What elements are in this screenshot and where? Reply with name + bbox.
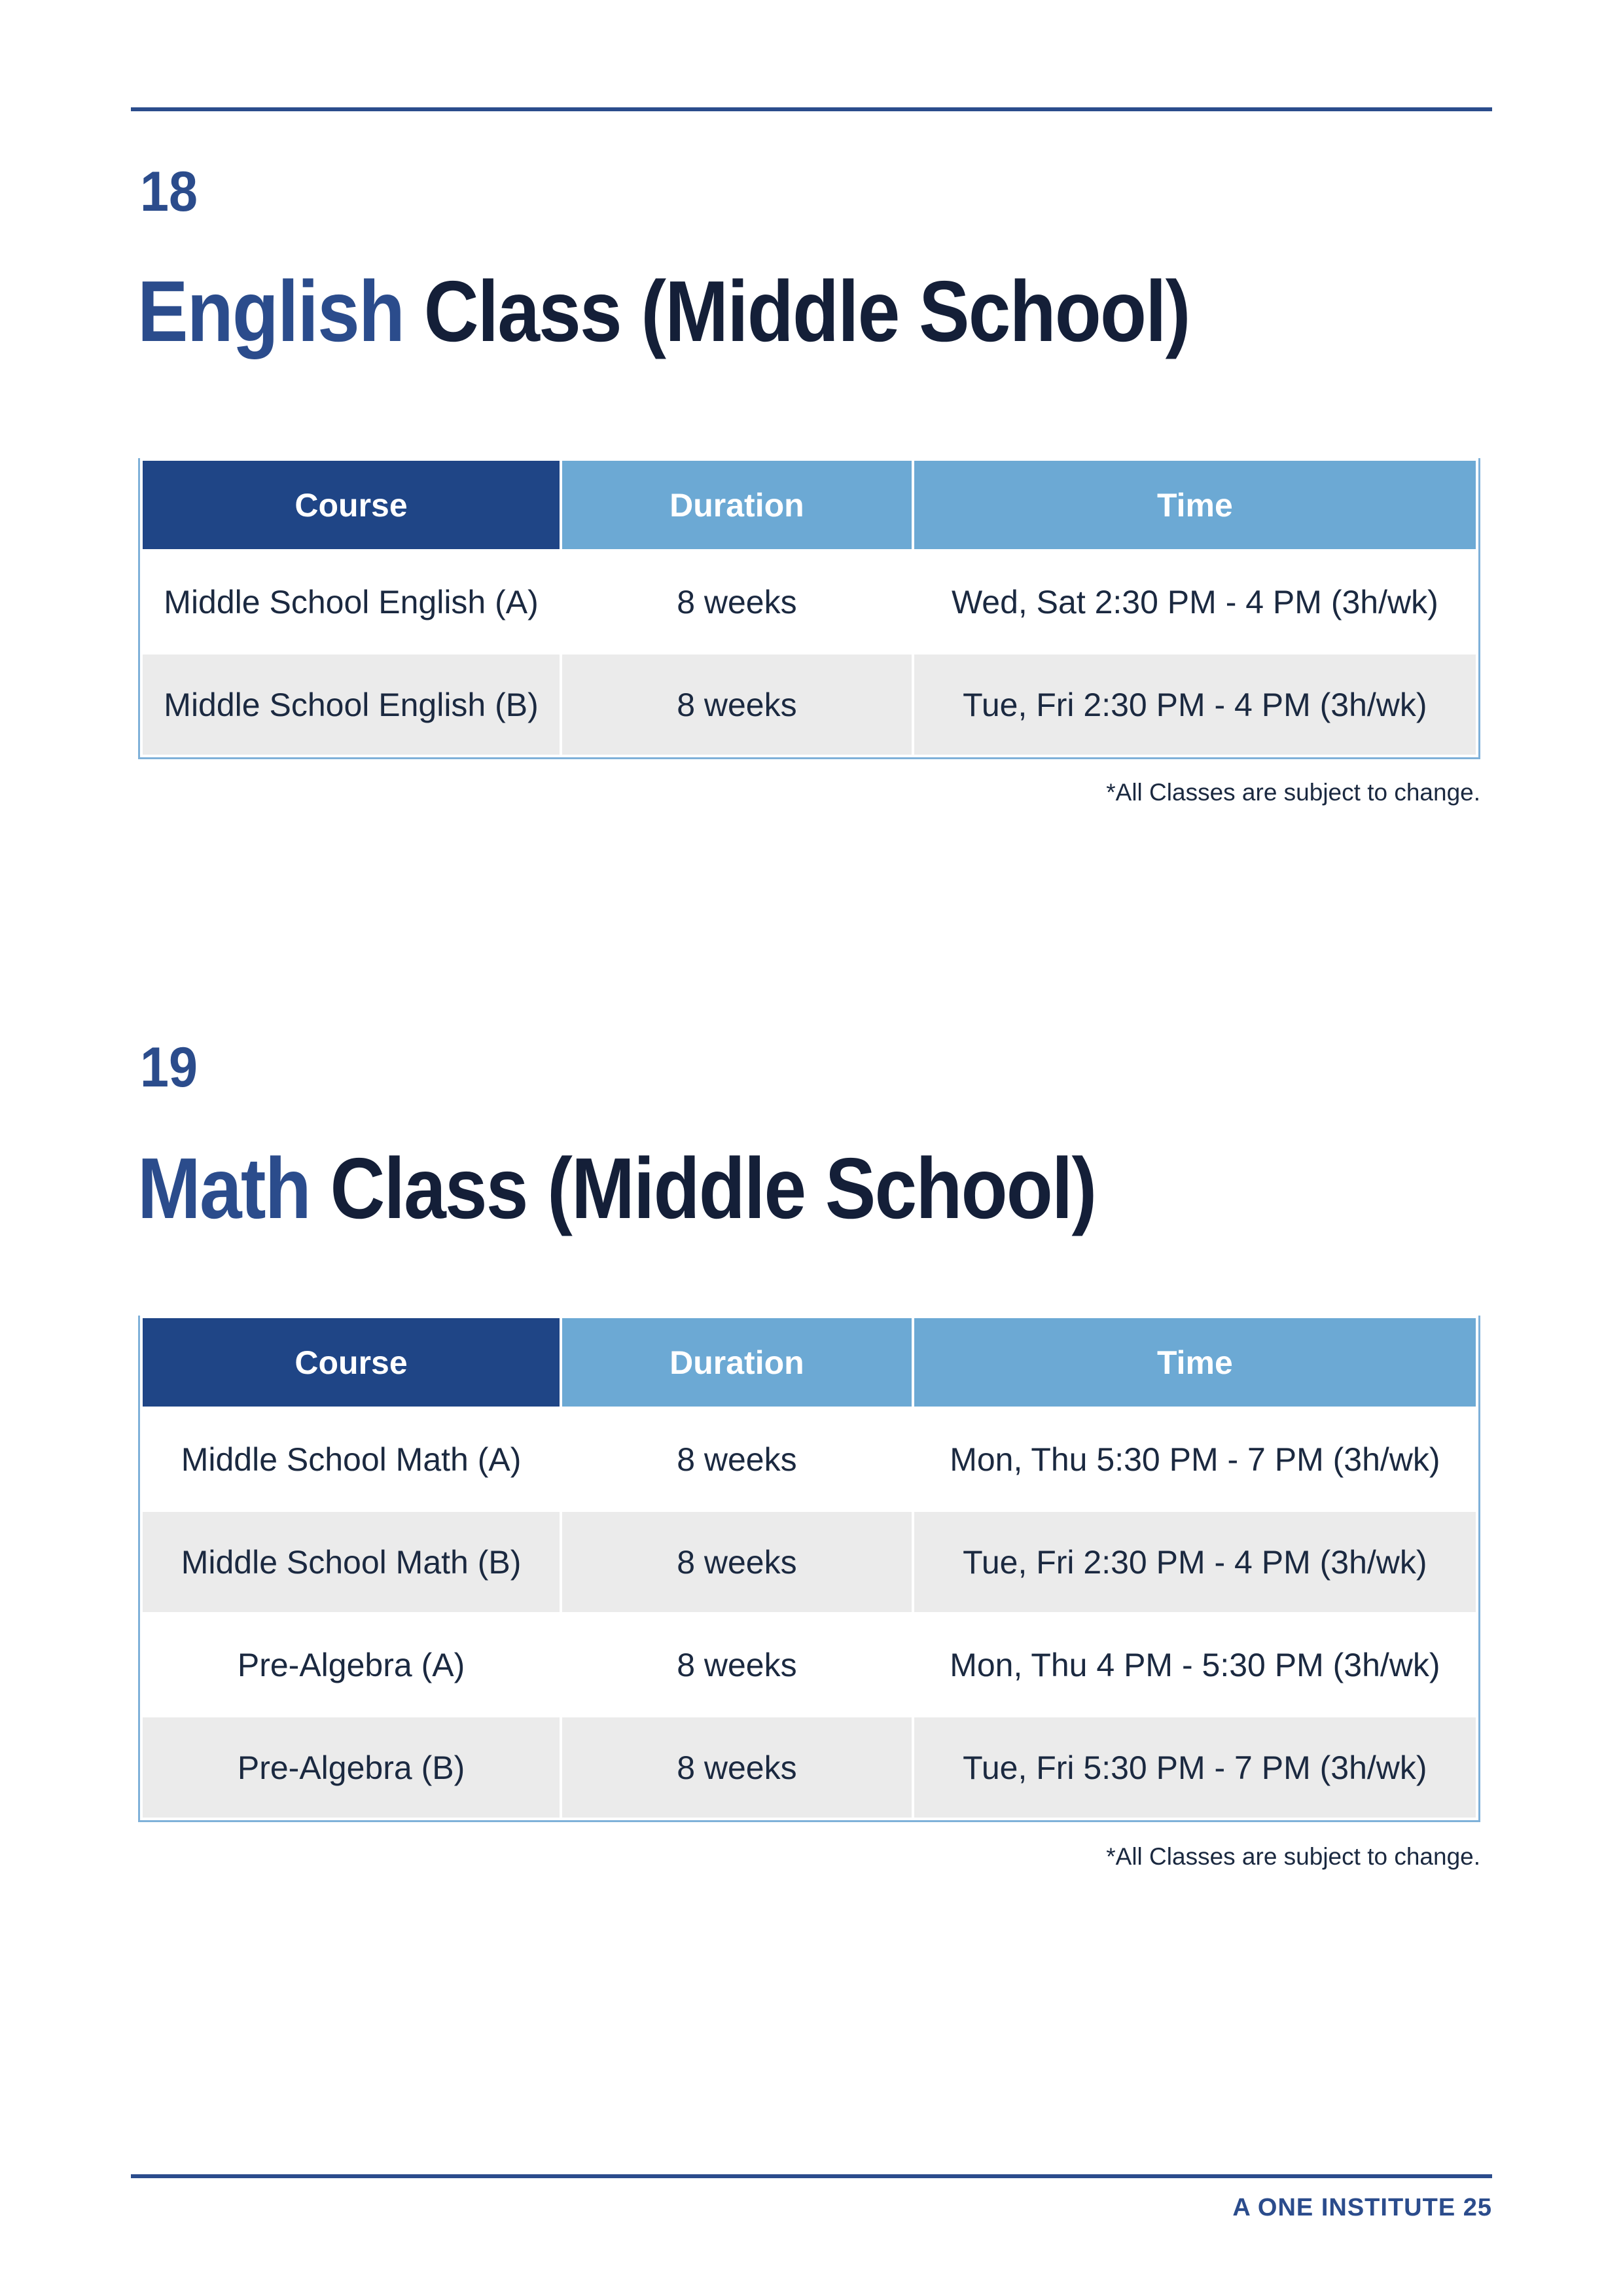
course-cell: Middle School Math (A) xyxy=(143,1409,560,1509)
time-cell: Mon, Thu 4 PM - 5:30 PM (3h/wk) xyxy=(914,1615,1476,1715)
time-cell: Tue, Fri 5:30 PM - 7 PM (3h/wk) xyxy=(914,1717,1476,1818)
table-row xyxy=(143,552,1476,652)
section-title-rest: Class (Middle School) xyxy=(404,263,1190,359)
table-row xyxy=(143,1615,1476,1715)
duration-cell: 8 weeks xyxy=(562,1512,912,1612)
column-header-course: Course xyxy=(143,1318,560,1407)
column-header-course: Course xyxy=(143,461,560,549)
section-title-rest: Class (Middle School) xyxy=(310,1140,1096,1236)
column-header-time: Time xyxy=(914,461,1476,549)
course-cell: Middle School English (A) xyxy=(143,552,560,652)
footer-page-label: A ONE INSTITUTE 25 xyxy=(1232,2194,1492,2221)
column-header-duration: Duration xyxy=(562,1318,912,1407)
footer-rule xyxy=(131,2174,1492,2178)
table-row xyxy=(143,1409,1476,1509)
duration-cell: 8 weeks xyxy=(562,655,912,755)
section-title xyxy=(137,263,1190,359)
course-cell: Middle School English (B) xyxy=(143,655,560,755)
section-title-highlight: Math xyxy=(137,1140,310,1236)
schedule-footnote: *All Classes are subject to change. xyxy=(1106,1843,1480,1870)
math-schedule-table xyxy=(138,1316,1480,1822)
section-number: 19 xyxy=(140,1036,198,1099)
duration-cell: 8 weeks xyxy=(562,1717,912,1818)
duration-cell: 8 weeks xyxy=(562,1409,912,1509)
time-cell: Mon, Thu 5:30 PM - 7 PM (3h/wk) xyxy=(914,1409,1476,1509)
schedule-footnote: *All Classes are subject to change. xyxy=(1106,779,1480,806)
time-cell: Tue, Fri 2:30 PM - 4 PM (3h/wk) xyxy=(914,1512,1476,1612)
table-row xyxy=(143,1512,1476,1612)
column-header-time: Time xyxy=(914,1318,1476,1407)
section-title xyxy=(137,1140,1096,1236)
time-cell: Wed, Sat 2:30 PM - 4 PM (3h/wk) xyxy=(914,552,1476,652)
column-header-duration: Duration xyxy=(562,461,912,549)
time-cell: Tue, Fri 2:30 PM - 4 PM (3h/wk) xyxy=(914,655,1476,755)
table-header-row xyxy=(143,1318,1476,1407)
table-row xyxy=(143,655,1476,755)
table-header-row xyxy=(143,461,1476,549)
table-row xyxy=(143,1717,1476,1818)
english-schedule-table xyxy=(138,458,1480,759)
course-cell: Pre-Algebra (B) xyxy=(143,1717,560,1818)
section-number: 18 xyxy=(140,160,198,223)
course-cell: Pre-Algebra (A) xyxy=(143,1615,560,1715)
top-rule xyxy=(131,107,1492,111)
duration-cell: 8 weeks xyxy=(562,552,912,652)
course-cell: Middle School Math (B) xyxy=(143,1512,560,1612)
section-title-highlight: English xyxy=(137,263,404,359)
duration-cell: 8 weeks xyxy=(562,1615,912,1715)
